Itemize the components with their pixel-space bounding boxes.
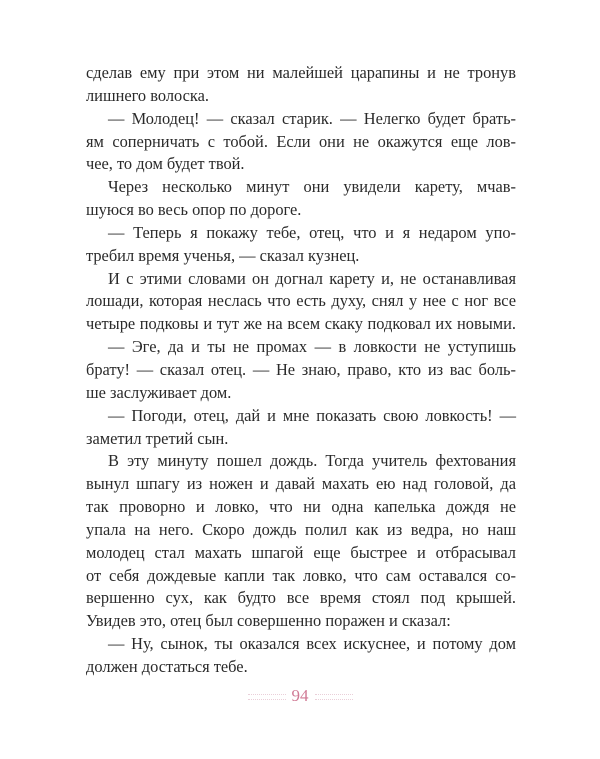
text-line: — Теперь я покажу тебе, отец, что и я недаром упо- (108, 222, 516, 242)
text-line: сделав ему при этом ни малейшей царапины и не тронув (86, 63, 516, 82)
text-line: ям соперничать с тобой. Если они не окажутся еще лов- (86, 131, 516, 151)
text-line: вершенно сух, как будто все время стоял под крышей. (86, 588, 516, 608)
text-line: лишнего волоска. (86, 85, 209, 105)
text-line: ше заслуживает дом. (86, 382, 232, 402)
text-line: И с этими словами он догнал карету и, не останавливая (108, 268, 516, 288)
text-line: должен достаться тебе. (86, 656, 248, 676)
page-body-text (86, 62, 516, 679)
text-line: — Погоди, отец, дай и мне показать свою ловкость! — (108, 405, 516, 425)
text-line: лошади, которая неслась что есть духу, снял у нее с ног все (86, 291, 516, 311)
text-line: упала на него. Скоро дождь полил как из ведра, но наш (86, 519, 516, 539)
text-line: требил время ученья, — сказал кузнец. (86, 245, 360, 265)
ornament-left-icon (248, 694, 286, 700)
text-line: четыре подковы и тут же на всем скаку подковал их новыми. (86, 314, 516, 334)
text-line: Через несколько минут они увидели карету, мчав- (108, 177, 516, 197)
text-line: так проворно и ловко, что ни одна капелька дождя не (86, 497, 516, 517)
text-line: — Эге, да и ты не промах — в ловкости не уступишь (108, 337, 516, 357)
text-line: — Молодец! — сказал старик. — Нелегко будет брать- (108, 108, 516, 128)
text-line: — Ну, сынок, ты оказался всех искуснее, и потому дом (108, 634, 516, 654)
text-line: Увидев это, отец был совершенно поражен и сказал: (86, 611, 451, 631)
page-number: 94 (291, 686, 309, 705)
text-line: вынул шпагу из ножен и давай махать ею над головой, да (86, 474, 516, 494)
text-line: молодец стал махать шпагой еще быстрее и отбрасывал (86, 542, 516, 562)
text-line: В эту минуту пошел дождь. Тогда учитель фехтования (108, 451, 516, 471)
text-line: шуюся во весь опор по дороге. (86, 200, 302, 220)
ornament-right-icon (315, 694, 353, 700)
text-line: заметил третий сын. (86, 428, 229, 448)
page-number-footer (0, 686, 600, 706)
text-line: чее, то дом будет твой. (86, 154, 245, 174)
text-line: брату! — сказал отец. — Не знаю, право, кто из вас боль- (86, 359, 516, 379)
text-line: от себя дождевые капли так ловко, что сам оставался со- (86, 565, 516, 585)
